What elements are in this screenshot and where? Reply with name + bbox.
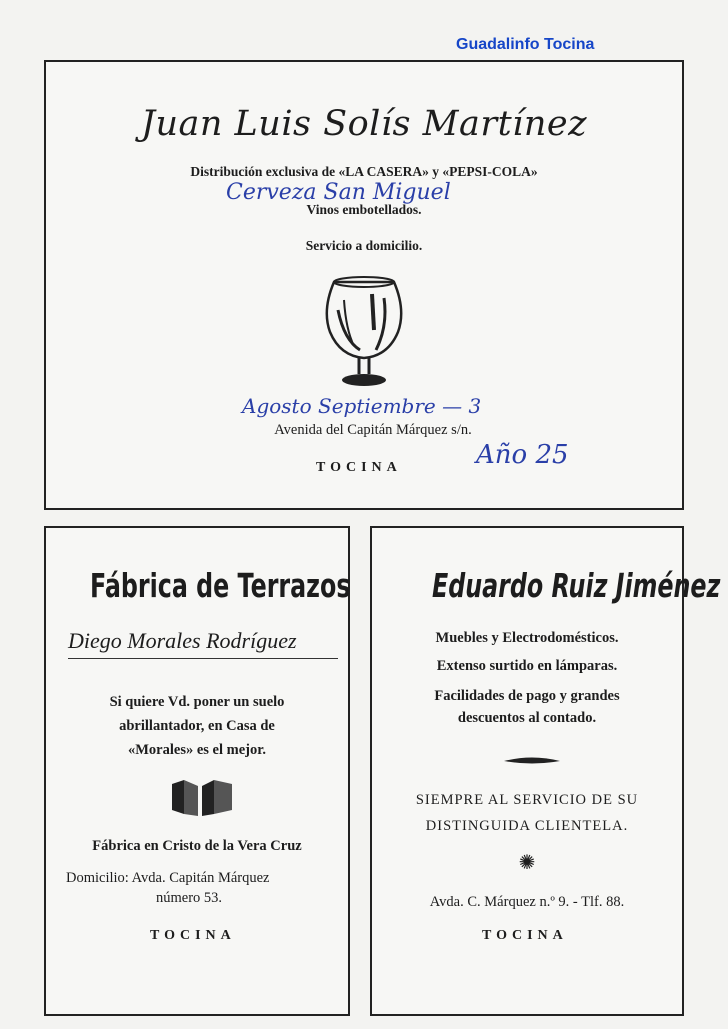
ad-title: Fábrica de Terrazos (90, 566, 351, 605)
ad-address-line: número 53. (156, 890, 223, 906)
handwritten-note: Cerveza San Miguel (226, 180, 451, 205)
handwritten-note: Año 25 (476, 440, 569, 470)
ad-address: Avda. C. Márquez n.º 9. - Tlf. 88. (429, 894, 625, 910)
flourish-star-icon: ✺ (518, 852, 536, 874)
brandy-glass-icon (314, 270, 414, 400)
ad-text-line: abrillantador, en Casa de (119, 718, 275, 734)
divider (68, 658, 338, 659)
ad-address-line: Domicilio: Avda. Capitán Márquez (66, 870, 270, 886)
ad-title: Juan Luis Solís Martínez (140, 104, 588, 144)
ad-line-service: Servicio a domicilio. (305, 238, 423, 253)
ad-fabrica-terrazos (44, 526, 350, 1016)
ad-eduardo-ruiz (370, 526, 721, 1016)
ad-title: Eduardo Ruiz Jiménez (432, 566, 721, 605)
ad-town: TOCINA (482, 928, 568, 943)
ad-line-lamps: Extenso surtido en lámparas. (436, 658, 618, 674)
tile-blocks-logo-icon (170, 778, 234, 818)
ad-owner: Diego Morales Rodríguez (68, 628, 297, 653)
ad-line-distribution: Distribución exclusiva de «LA CASERA» y «PEPSI-COLA» (190, 164, 538, 179)
ad-text-line: «Morales» es el mejor. (128, 742, 266, 758)
ad-solis-martinez (44, 60, 684, 510)
ad-address: Avenida del Capitán Márquez s/n. (274, 422, 472, 438)
ad-town: TOCINA (150, 928, 236, 943)
ad-slogan-line: SIEMPRE AL SERVICIO DE SU (415, 792, 639, 808)
ad-town: TOCINA (316, 460, 402, 475)
watermark: Guadalinfo Tocina (456, 36, 595, 53)
ad-line-wines: Vinos embotellados. (306, 202, 422, 217)
flourish-divider-icon (502, 756, 562, 766)
ad-slogan-line: DISTINGUIDA CLIENTELA. (425, 818, 629, 834)
ad-text-line: Si quiere Vd. poner un suelo (109, 694, 285, 710)
handwritten-note: Agosto Septiembre — 3 (242, 394, 482, 418)
ad-line-furniture: Muebles y Electrodomésticos. (435, 630, 619, 646)
ad-factory: Fábrica en Cristo de la Vera Cruz (92, 838, 302, 854)
ad-line-payment: Facilidades de pago y grandes (434, 688, 620, 704)
ad-line-payment: descuentos al contado. (457, 710, 597, 726)
